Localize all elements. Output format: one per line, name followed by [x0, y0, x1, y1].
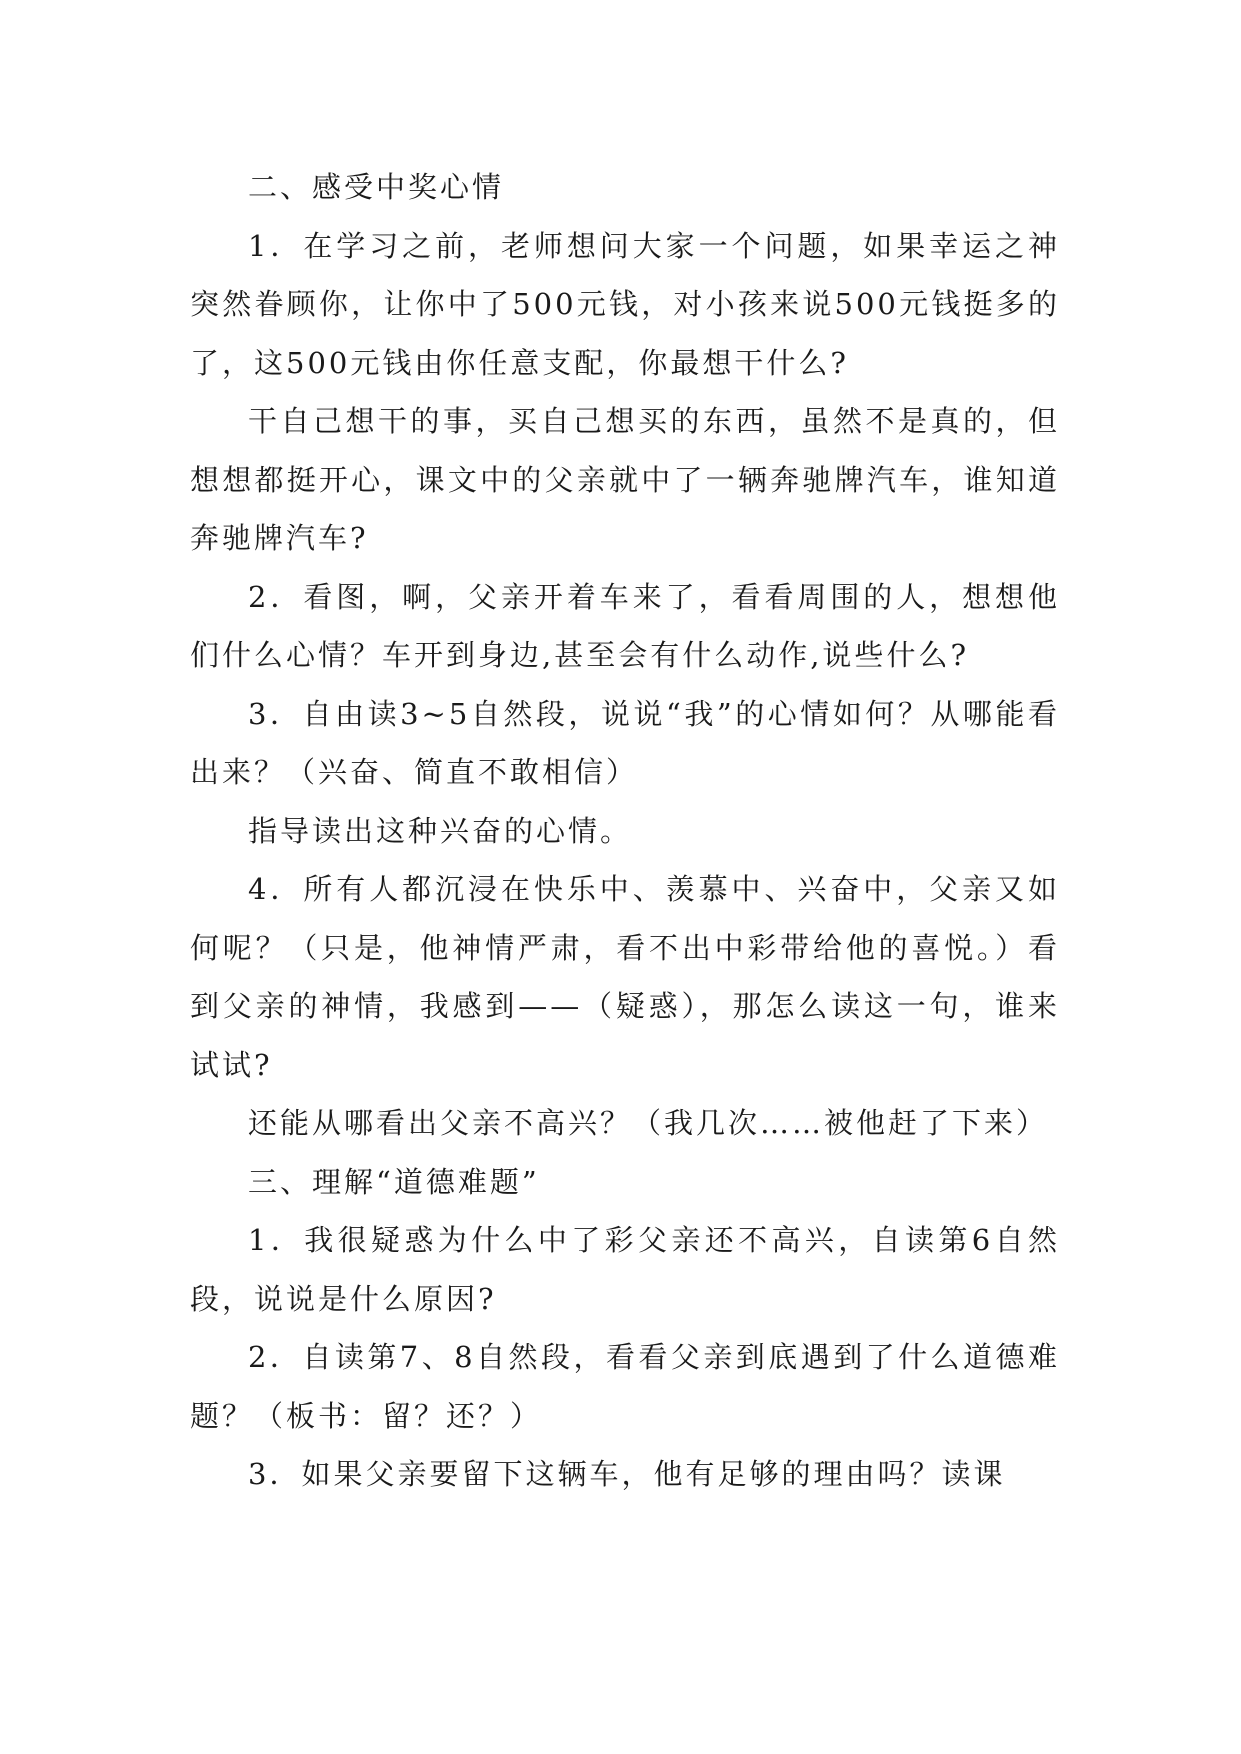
- paragraph: 2．自读第7、8自然段，看看父亲到底遇到了什么道德难题？（板书：留？还？）: [190, 1340, 1060, 1433]
- document-body: [190, 158, 1060, 1504]
- paragraph: 3．如果父亲要留下这辆车，他有足够的理由吗？读课: [248, 1457, 1006, 1491]
- paragraph: 2．看图，啊，父亲开着车来了，看看周围的人，想想他们什么心情？车开到身边,甚至会有什么动作,说些什么?: [190, 579, 1060, 672]
- paragraph: 4．所有人都沉浸在快乐中、羡慕中、兴奋中，父亲又如何呢？（只是，他神情严肃，看不出中彩带给他的喜悦。）看到父亲的神情，我感到——（疑惑），那怎么读这一句，谁来试试?: [190, 872, 1060, 1082]
- paragraph: 1．在学习之前，老师想问大家一个问题，如果幸运之神突然眷顾你，让你中了500元钱，对小孩来说500元钱挺多的了，这500元钱由你任意支配，你最想干什么?: [190, 228, 1060, 380]
- paragraph: 干自己想干的事，买自己想买的东西，虽然不是真的，但想想都挺开心，课文中的父亲就中了一辆奔驰牌汽车，谁知道奔驰牌汽车?: [190, 404, 1060, 555]
- paragraph: 指导读出这种兴奋的心情。: [248, 813, 633, 848]
- section-heading: 三、理解“道德难题”: [248, 1164, 540, 1199]
- section-heading: 二、感受中奖心情: [248, 170, 505, 204]
- paragraph: 还能从哪看出父亲不高兴？（我几次……被他赶了下来）: [248, 1106, 1049, 1140]
- paragraph: 3．自由读3~5自然段，说说“我”的心情如何？从哪能看出来？（兴奋、简直不敢相信）: [190, 696, 1060, 789]
- paragraph: 1．我很疑惑为什么中了彩父亲还不高兴，自读第6自然段，说说是什么原因?: [190, 1223, 1060, 1316]
